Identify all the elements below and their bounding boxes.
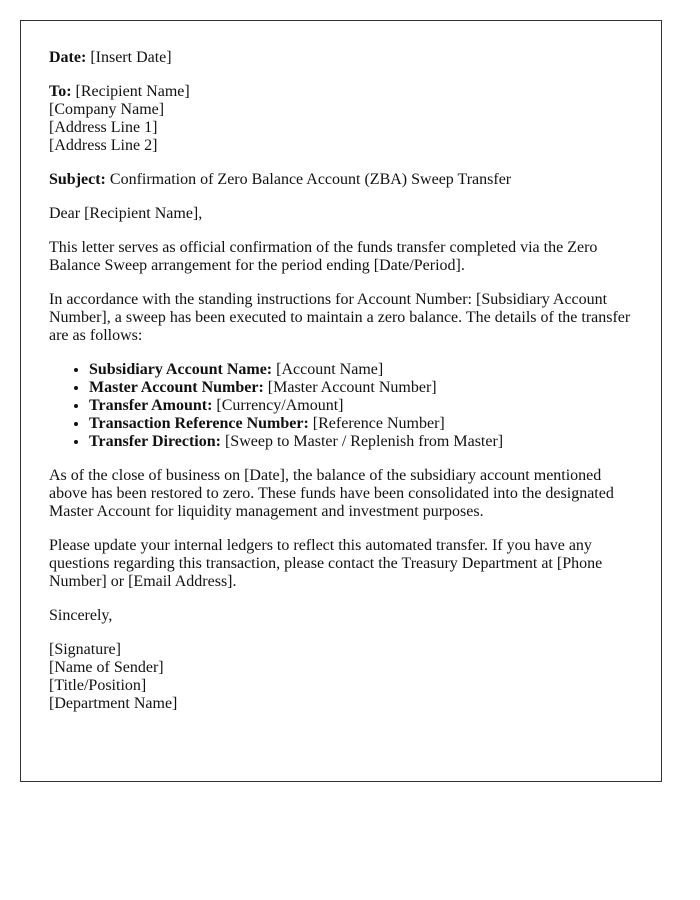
detail-label: Master Account Number:: [89, 379, 264, 396]
detail-label: Transfer Direction:: [89, 433, 221, 450]
intro-paragraph: This letter serves as official confirmation of the funds transfer completed via the Zero Balance Sweep arrangement for the period ending [Date/Period].: [49, 239, 598, 274]
company-name: [Company Name]: [49, 101, 165, 118]
sender-name: [Name of Sender]: [49, 659, 164, 676]
detail-item-master-account-number: [89, 379, 633, 397]
recipient-line: [49, 83, 633, 101]
instructions-paragraph: In accordance with the standing instructions for Account Number: [Subsidiary Account Number], a sweep has been executed to maintain a zero balance. The details of the transfer are as follows:: [49, 291, 631, 344]
salutation: Dear [Recipient Name],: [49, 205, 203, 222]
detail-item-transaction-reference-number: [89, 415, 633, 433]
detail-value: [Account Name]: [276, 361, 384, 378]
detail-value: [Reference Number]: [312, 415, 445, 432]
detail-label: Transfer Amount:: [89, 397, 213, 414]
detail-label: Transaction Reference Number:: [89, 415, 309, 432]
detail-value: [Currency/Amount]: [216, 397, 344, 414]
subject-value: Confirmation of Zero Balance Account (ZBA) Sweep Transfer: [109, 171, 512, 188]
address-line-1: [Address Line 1]: [49, 119, 158, 136]
letter-document: [20, 20, 662, 782]
detail-value: [Master Account Number]: [267, 379, 437, 396]
date-line: [49, 49, 633, 67]
recipient-name: [Recipient Name]: [75, 83, 190, 100]
date-label: Date:: [49, 49, 87, 66]
signature: [Signature]: [49, 641, 121, 658]
address-line-2: [Address Line 2]: [49, 137, 158, 154]
detail-item-subsidiary-account-name: [89, 361, 633, 379]
detail-value: [Sweep to Master / Replenish from Master]: [224, 433, 504, 450]
detail-item-transfer-amount: [89, 397, 633, 415]
sender-department: [Department Name]: [49, 695, 178, 712]
sender-title: [Title/Position]: [49, 677, 147, 694]
closing: Sincerely,: [49, 607, 113, 624]
date-value: [Insert Date]: [90, 49, 172, 66]
contact-paragraph: Please update your internal ledgers to reflect this automated transfer. If you have any questions regarding this transaction, please contact the Treasury Department at [Phone Number] or [Email Address].: [49, 537, 603, 590]
balance-paragraph: As of the close of business on [Date], the balance of the subsidiary account mentioned above has been restored to zero. These funds have been consolidated into the designated Master Account for liquidity management and investment purposes.: [49, 467, 614, 520]
signature-block: [49, 641, 633, 713]
detail-label: Subsidiary Account Name:: [89, 361, 273, 378]
transfer-details-list: [49, 361, 633, 451]
detail-item-transfer-direction: [89, 433, 633, 451]
recipient-block: [49, 83, 633, 155]
to-label: To:: [49, 83, 72, 100]
subject-line: [49, 171, 633, 189]
subject-label: Subject:: [49, 171, 106, 188]
